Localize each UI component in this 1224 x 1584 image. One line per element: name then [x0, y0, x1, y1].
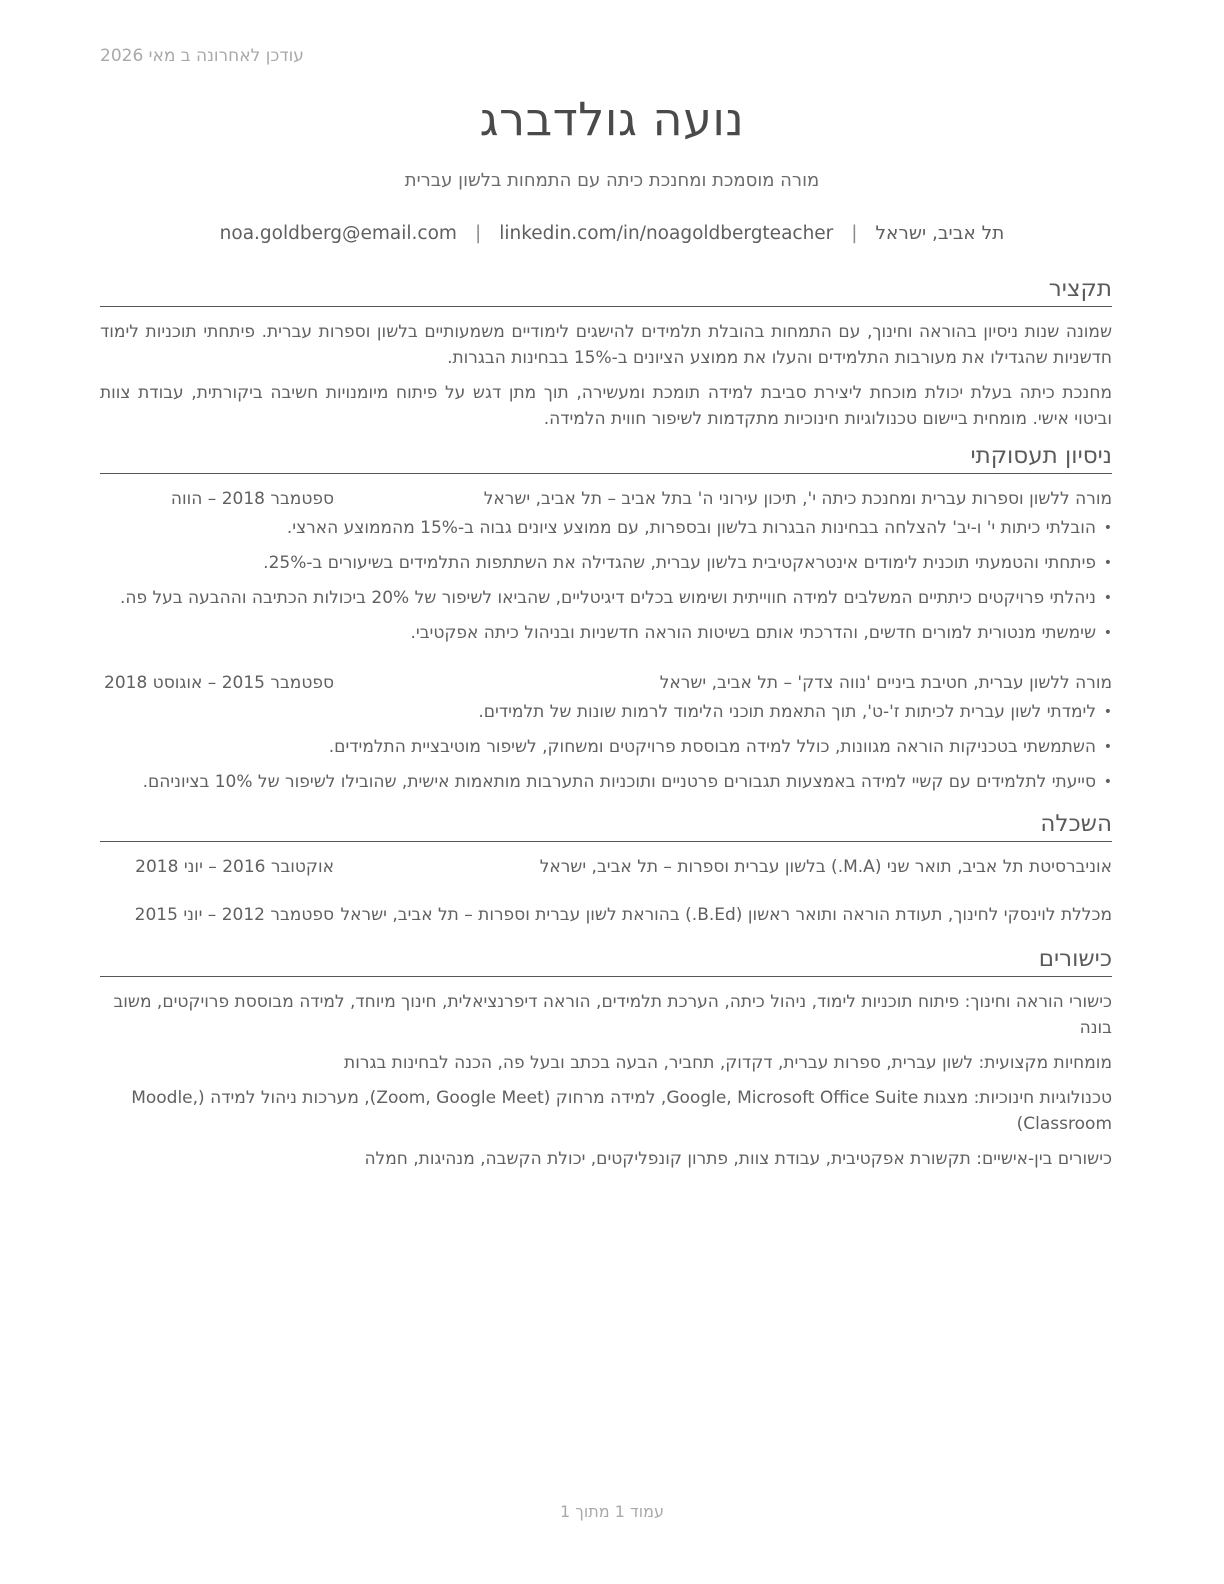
job-bullets: [100, 699, 1112, 795]
resume-body: [100, 274, 1112, 1181]
section-title-summary: תקציר: [100, 274, 1112, 307]
education-title: אוניברסיטת תל אביב, תואר שני (M.A.) בלשון עברית וספרות – תל אביב, ישראל: [539, 857, 1112, 877]
contact-separator: |: [474, 223, 482, 244]
job-title: מורה ללשון עברית, חטיבת ביניים 'נווה צדק' – תל אביב, ישראל: [659, 673, 1112, 693]
contact-linkedin[interactable]: linkedin.com/in/noagoldbergteacher: [499, 223, 834, 244]
bullet-icon: •: [1103, 555, 1112, 571]
list-item: [100, 585, 1112, 611]
skill-line: מומחיות מקצועית: לשון עברית, ספרות עברית, דקדוק, תחביר, הבעה בכתב ובעל פה, הכנה לבחינות בגרות: [344, 1053, 1112, 1073]
contact-location: תל אביב, ישראל: [875, 223, 1005, 244]
job-header: [100, 670, 1112, 696]
list-item: [100, 734, 1112, 760]
education-section: [100, 809, 1112, 928]
bullet-icon: •: [1103, 704, 1112, 720]
candidate-name: נועה גולדברג: [479, 92, 745, 146]
job-header: [100, 486, 1112, 512]
summary-paragraph: שמונה שנות ניסיון בהוראה וחינוך, עם התמחות בהובלת תלמידים להישגים לימודיים משמעותיים בלשון וספרות עברית. פיתחתי תוכניות לימוד חדשניות שהגדילו את מעורבות התלמידים והעלו את ממוצע הציונים ב-15% בבחינות הבגרות.: [100, 322, 1112, 368]
job-date: ספטמבר 2018 – הווה: [170, 489, 334, 509]
education-date: אוקטובר 2016 – יוני 2018: [135, 857, 334, 877]
list-item: [100, 699, 1112, 725]
bullet-icon: •: [1103, 520, 1112, 536]
job-title: מורה ללשון וספרות עברית ומחנכת כיתה י', תיכון עירוני ה' בתל אביב – תל אביב, ישראל: [483, 489, 1112, 509]
bullet-text: ניהלתי פרויקטים כיתתיים המשלבים למידה חווייתית ושימוש בכלים דיגיטליים, שהביאו לשיפור של 20% ביכולות הכתיבה וההבעה בעל פה.: [119, 588, 1096, 608]
last-updated-note: עודכן לאחרונה ב מאי 2026: [100, 46, 304, 66]
summary-section: [100, 274, 1112, 432]
contact-email[interactable]: noa.goldberg@email.com: [219, 223, 457, 244]
education-entry: [100, 854, 1112, 880]
experience-section: [100, 441, 1112, 795]
contact-line: [0, 223, 1224, 244]
education-date: ספטמבר 2012 – יוני 2015: [134, 905, 334, 925]
bullet-icon: •: [1103, 739, 1112, 755]
page-number: עמוד 1 מתוך 1: [560, 1502, 664, 1521]
bullet-text: לימדתי לשון עברית לכיתות ז'-ט', תוך התאמת תוכני הלימוד לרמות שונות של תלמידים.: [478, 702, 1096, 722]
bullet-icon: •: [1103, 590, 1112, 606]
bullet-text: פיתחתי והטמעתי תוכנית לימודים אינטראקטיבית בלשון עברית, שהגדילה את השתתפות התלמידים בשיעורים ב-25%.: [263, 553, 1096, 573]
bullet-icon: •: [1103, 774, 1112, 790]
section-title-education: השכלה: [100, 809, 1112, 842]
job-entry: [100, 670, 1112, 795]
contact-separator: |: [851, 223, 858, 244]
job-date: ספטמבר 2015 – אוגוסט 2018: [104, 673, 334, 693]
list-item: [100, 515, 1112, 541]
section-title-experience: ניסיון תעסוקתי: [100, 441, 1112, 474]
education-title: מכללת לוינסקי לחינוך, תעודת הוראה ותואר ראשון (B.Ed.) בהוראת לשון עברית וספרות – תל אביב, ישראל: [340, 905, 1112, 925]
list-item: [100, 769, 1112, 795]
bullet-text: שימשתי מנטורית למורים חדשים, והדרכתי אותם בשיטות הוראה חדשניות ובניהול כיתה אפקטיבי.: [410, 623, 1096, 643]
job-entry: [100, 486, 1112, 646]
professional-tagline: מורה מוסמכת ומחנכת כיתה עם התמחות בלשון עברית: [404, 170, 820, 191]
list-item: [100, 620, 1112, 646]
skill-line: טכנולוגיות חינוכיות: מצגות Google, Microsoft Office Suite, למידה מרחוק (Zoom, Google Meet), מערכות ניהול למידה (Moodle, Classroom): [131, 1088, 1112, 1134]
bullet-text: סייעתי לתלמידים עם קשיי למידה באמצעות תגבורים פרטניים ותוכניות התערבות מותאמות אישית, שהובילו לשיפור של 10% בציוניהם.: [142, 772, 1096, 792]
summary-paragraph: מחנכת כיתה בעלת יכולת מוכחת ליצירת סביבת למידה תומכת ומעשירה, תוך מתן דגש על פיתוח מיומנויות חשיבה ביקורתית, עבודת צוות וביטוי אישי. מומחית ביישום טכנולוגיות חינוכיות מתקדמות לשיפור חווית הלמידה.: [100, 383, 1112, 429]
skill-line: כישורים בין-אישיים: תקשורת אפקטיבית, עבודת צוות, פתרון קונפליקטים, יכולת הקשבה, מנהיגות, חמלה: [364, 1149, 1112, 1169]
job-bullets: [100, 515, 1112, 646]
bullet-text: השתמשתי בטכניקות הוראה מגוונות, כולל למידה מבוססת פרויקטים ומשחוק, לשיפור מוטיבציית התלמידים.: [328, 737, 1096, 757]
bullet-icon: •: [1103, 625, 1112, 641]
skill-line: כישורי הוראה וחינוך: פיתוח תוכניות לימוד, ניהול כיתה, הערכת תלמידים, הוראה דיפרנציאלית, חינוך מיוחד, למידה מבוססת פרויקטים, משוב בונה: [113, 992, 1112, 1038]
list-item: [100, 550, 1112, 576]
section-title-skills: כישורים: [100, 944, 1112, 977]
skills-section: [100, 944, 1112, 1172]
education-entry: [100, 902, 1112, 928]
bullet-text: הובלתי כיתות י' ו-יב' להצלחה בבחינות הבגרות בלשון ובספרות, עם ממוצע ציונים גבוה ב-15% מהממוצע הארצי.: [286, 518, 1096, 538]
